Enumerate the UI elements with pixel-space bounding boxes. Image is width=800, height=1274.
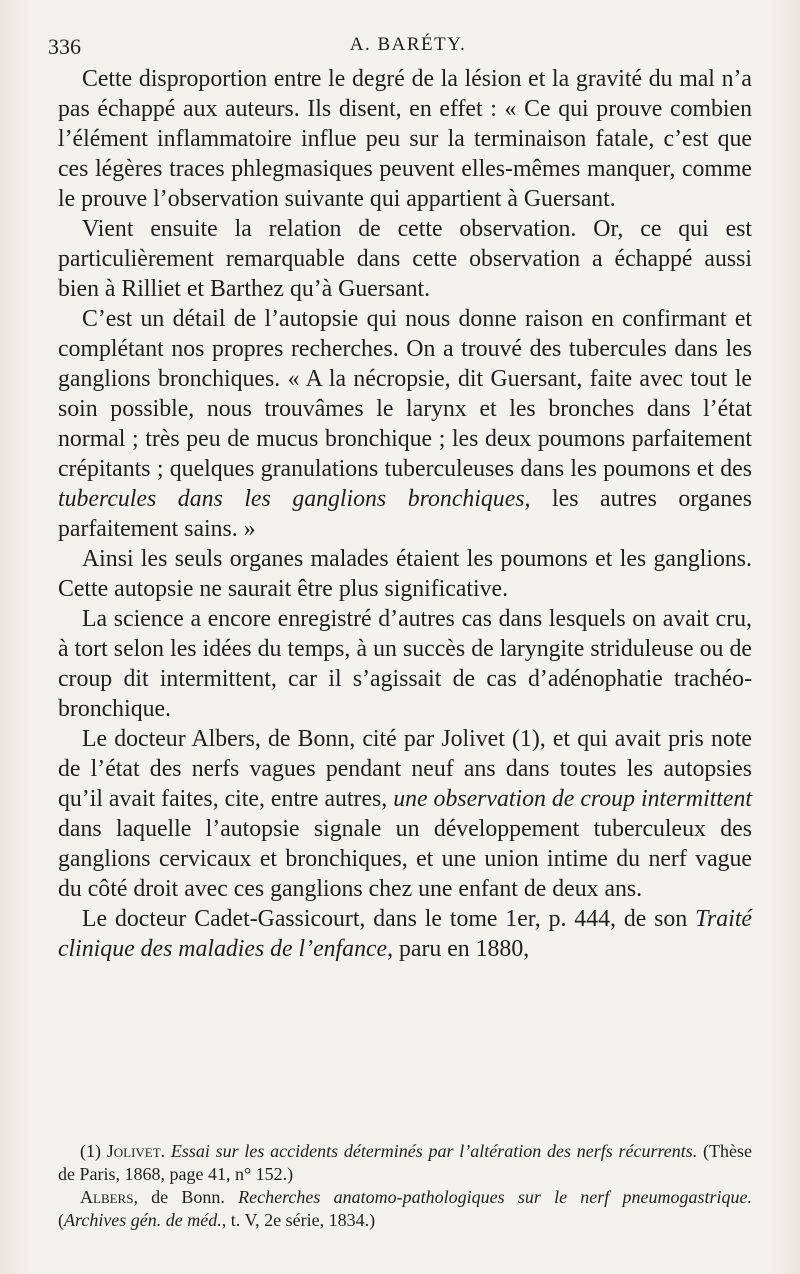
text-run: .	[160, 1141, 171, 1161]
footnote	[58, 1186, 752, 1232]
author-name: Jolivet	[106, 1141, 161, 1161]
paragraph	[58, 904, 752, 964]
text-run: Cette disproportion entre le degré de la lésion et la gravité du mal n’a pas échappé aux auteurs. Ils disent, en effet : « Ce qui prouve combien l’élément inflammatoire influe peu sur la terminaison fatale, c’est que ces légères traces phlegmasiques peuvent elles-mêmes manquer, comme le prouve l’observation suivante qui appartient à Guersant.	[58, 66, 752, 212]
italic-text: tubercules dans les ganglions bronchiques	[58, 486, 525, 512]
author-name: Albers	[80, 1187, 134, 1207]
text-run: La science a encore enregistré d’autres cas dans lesquels on avait cru, à tort selon les idées du temps, à un succès de laryngite striduleuse ou de croup dit intermittent, car il s’agissait de cas d’adénophatie trachéo-bronchique.	[58, 606, 752, 722]
paragraph	[58, 604, 752, 724]
running-head: A. BARÉTY.	[349, 34, 467, 55]
footnotes	[58, 1140, 752, 1232]
page-header	[48, 34, 768, 64]
footnote	[58, 1140, 752, 1186]
text-run: Le docteur Albers, de Bonn, cité par Jolivet (1), et qui avait pris note de l’état des nerfs vagues pendant neuf ans dans toutes les autopsies qu’il avait faites, cite, entre autres,	[58, 726, 752, 812]
text-run: , les autres organes parfaitement sains. »	[58, 486, 752, 542]
text-run: C’est un détail de l’autopsie qui nous donne raison en confirmant et complétant nos propres recherches. On a trouvé des tubercules dans les ganglions bronchiques. « A la nécropsie, dit Guersant, faite avec tout le soin possible, nous trouvâmes le larynx et les bronches dans l’état normal ; très peu de mucus bronchique ; les deux poumons parfaitement crépitants ; quelques granulations tuberculeuses dans les poumons et des	[58, 306, 752, 482]
paragraph	[58, 214, 752, 304]
text-run: , t. V, 2e série, 1834.)	[221, 1210, 376, 1230]
text-run: , de Bonn.	[133, 1187, 239, 1207]
italic-text: Recherches anatomo-pathologiques sur le nerf pneumogastrique.	[238, 1187, 752, 1207]
text-run: Ainsi les seuls organes malades étaient les poumons et les ganglions. Cette autopsie ne saurait être plus significative.	[58, 546, 752, 602]
body-text	[58, 64, 752, 964]
text-run: dans laquelle l’autopsie signale un développement tuberculeux des ganglions cervicaux et bronchiques, et une union intime du nerf vague du côté droit avec ces ganglions chez une enfant de deux ans.	[58, 816, 752, 902]
text-run: Le docteur Cadet-Gassicourt, dans le tome 1er, p. 444, de son	[82, 906, 696, 932]
page-number: 336	[48, 34, 81, 59]
paragraph	[58, 544, 752, 604]
paragraph	[58, 64, 752, 214]
paragraph	[58, 724, 752, 904]
italic-text: une observation de croup intermittent	[393, 786, 752, 812]
text-run: , paru en 1880,	[387, 936, 530, 962]
italic-text: Archives gén. de méd.	[64, 1210, 222, 1230]
text-run: (	[58, 1210, 64, 1230]
italic-text: Traité clinique des maladies de l’enfance	[58, 906, 752, 962]
italic-text: Essai sur les accidents déterminés par l’altération des nerfs récurrents.	[170, 1141, 698, 1161]
text-run: Vient ensuite la relation de cette observation. Or, ce qui est particulièrement remarquable dans cette observation a échappé aussi bien à Rilliet et Barthez qu’à Guersant.	[58, 216, 752, 302]
paragraph	[58, 304, 752, 544]
text-run: (1)	[80, 1141, 107, 1161]
text-run: (Thèse de Paris, 1868, page 41, n° 152.)	[58, 1141, 752, 1184]
